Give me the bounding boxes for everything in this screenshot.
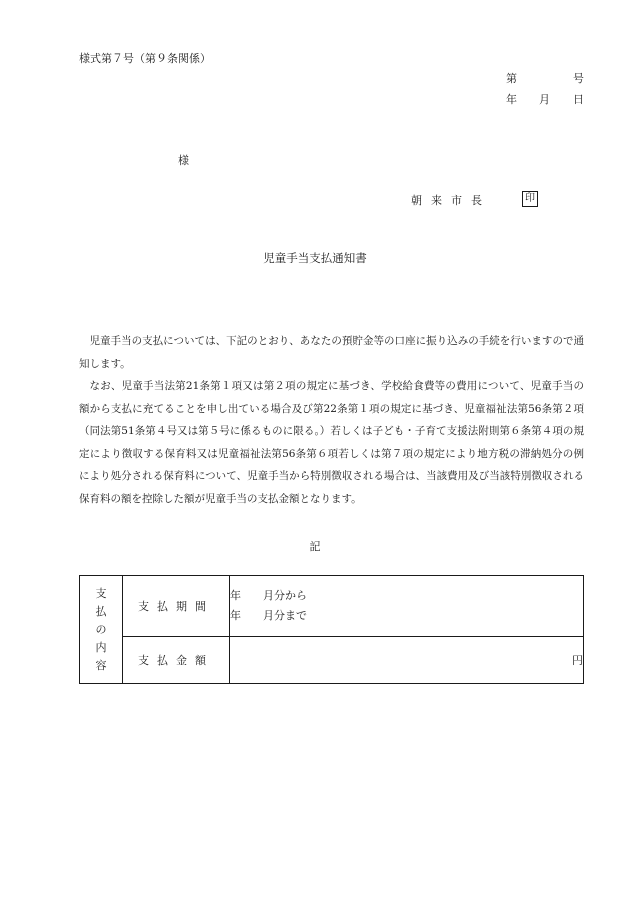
- document-number-prefix: 第: [506, 72, 517, 85]
- table-row-amount: [80, 637, 584, 684]
- ki-heading: 記: [309, 540, 321, 553]
- payment-period-value: [230, 576, 584, 637]
- date-month: 月: [539, 93, 550, 106]
- vertical-char: 支: [95, 586, 107, 600]
- body-paragraph-1: 児童手当の支払については、下記のとおり、あなたの預貯金等の口座に振り込みの手続を行いますので通知します。: [79, 335, 584, 370]
- document-number: [506, 70, 584, 86]
- vertical-char: の: [95, 622, 107, 636]
- payment-content-label: [80, 576, 123, 684]
- addressee-honorific: 様: [178, 154, 189, 167]
- payment-amount-label: 支払金額: [123, 637, 230, 684]
- document-title: 児童手当支払通知書: [263, 251, 367, 265]
- document-number-suffix: 号: [573, 72, 584, 85]
- form-number: 様式第７号（第９条関係）: [79, 52, 211, 65]
- seal-mark: 印: [522, 191, 538, 207]
- date-day: 日: [573, 93, 584, 106]
- vertical-char: 容: [95, 658, 107, 672]
- issuer-title: 朝来市長: [411, 194, 491, 207]
- period-to: 年 月分まで: [230, 609, 307, 622]
- period-from: 年 月分から: [230, 589, 307, 602]
- date-year: 年: [506, 93, 517, 106]
- table-row-period: [80, 576, 584, 637]
- payment-amount-value: 円: [230, 637, 584, 684]
- payment-details-table: [79, 575, 584, 684]
- body-paragraph-2: なお、児童手当法第21条第１項又は第２項の規定に基づき、学校給食費等の費用について、児童手当の額から支払に充てることを申し出ている場合及び第22条第１項の規定に基づき、児童福祉法第56条第２項（同法第51条第４号又は第５号に係るものに限る。）若しくは子ども・子育て支援法附則第６条第４項の規定により徴収する保育料又は児童福祉法第56条第６項若しくは第７項の規定により地方税の滞納処分の例により処分される保育料について、児童手当から特別徴収される場合は、当該費用及び当該特別徴収される保育料の額を控除した額が児童手当の支払金額となります。: [79, 380, 584, 505]
- notice-body: [79, 330, 584, 510]
- issue-date: [506, 91, 584, 107]
- payment-period-label: 支払期間: [123, 576, 230, 637]
- vertical-char: 払: [95, 604, 107, 618]
- vertical-char: 内: [95, 640, 107, 654]
